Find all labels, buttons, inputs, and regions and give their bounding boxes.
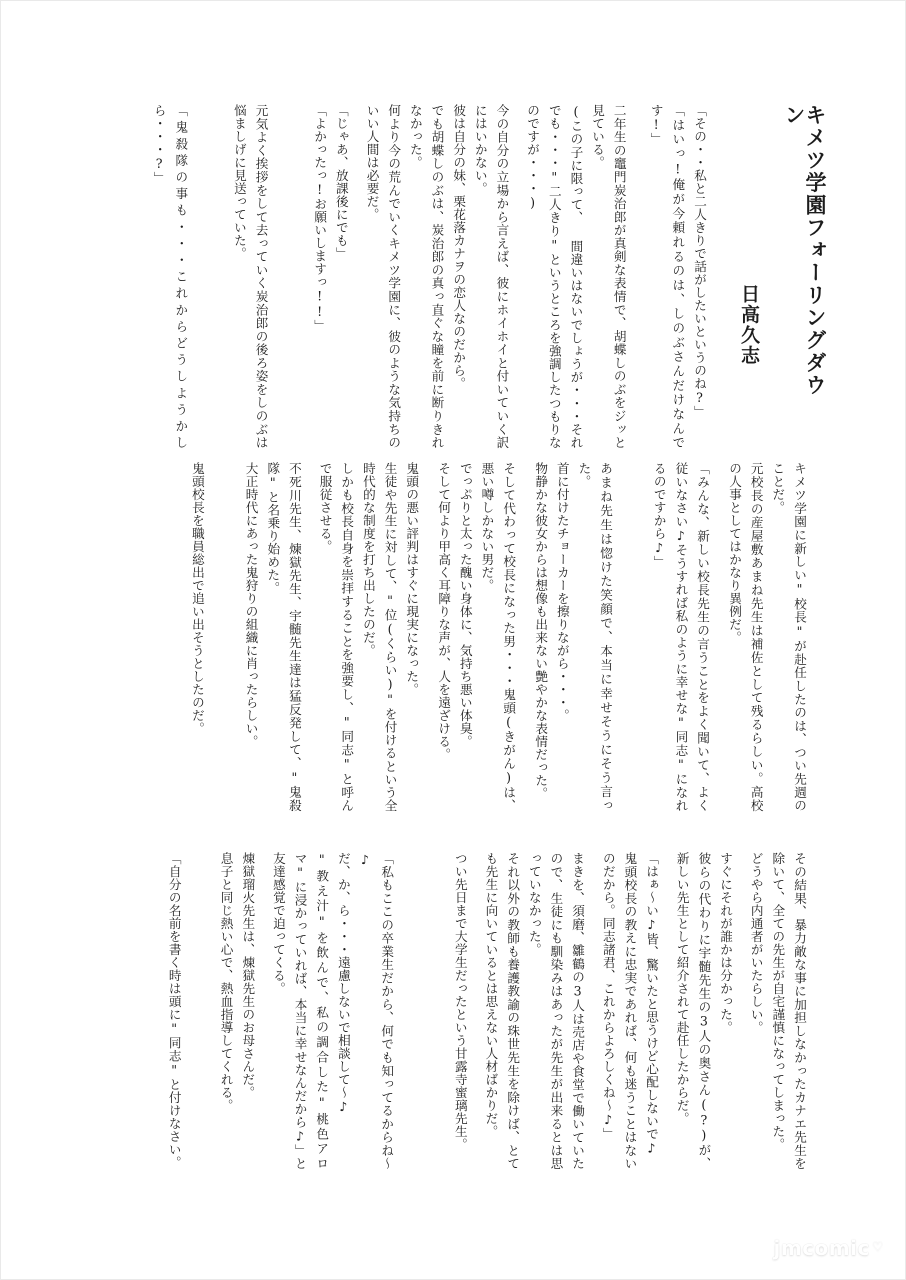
text-paragraph: そして代わって校長になった男・・・鬼頭(きがん)は、悪い噂しかない男だ。 (479, 462, 517, 812)
text-paragraph: 「その・・私と二人きりで話がしたいというのね?」 (692, 104, 707, 419)
text-paragraph: 物静かな彼女からは想像も出来ない艶やかな表情だった。 (533, 462, 549, 800)
text-paragraph: すぐにそれが誰かは分かった。 (718, 852, 734, 1034)
text-column (314, 462, 422, 812)
text-column (521, 104, 629, 449)
text-block-lower (120, 852, 810, 1170)
text-paragraph: "教え汁"を飲んで、私の調合した"桃色アロマ"に浸かっていれば、本当に幸せなんだから♪」と友達感覚で迫ってくる。 (270, 852, 330, 1170)
text-paragraph: 「みんな、新しい校長先生の言うことをよく聞いて、よく従いなさい♪そうすれば私のように幸せな"同志"になれるのですから♪」 (651, 462, 711, 812)
text-column (625, 462, 713, 812)
text-column (281, 104, 352, 449)
text-paragraph: 首に付けたチョーカーを擦りながら・・・。 (554, 462, 570, 722)
text-paragraph: しかも校長自身を崇拝することを強要し、"同志"と呼んで服従させる。 (317, 462, 355, 812)
text-column (120, 852, 185, 1170)
text-paragraph: それ以外の教師も養護教諭の珠世先生を除けば、とても先生に向いているとは思えない人材ばかりだ。 (483, 852, 521, 1170)
text-paragraph: 「私もここの卒業生だから、何でも知ってるからね～♪ (357, 852, 395, 1170)
text-paragraph: 息子と同じ熱い心で、熱血指導してくれる。 (218, 852, 234, 1112)
text-paragraph: 「よかったっ!お願いしますっ!!」 (312, 104, 328, 333)
watermark-label: jmcomic (773, 1236, 870, 1260)
text-paragraph: 「はぁ～い♪皆、驚いたと思うけど心配しないで♪ (644, 852, 660, 1156)
text-block-middle (120, 462, 810, 812)
text-paragraph: でっぷりと太った醜い身体に、気持ち悪い体臭。 (457, 462, 473, 748)
text-paragraph: つい先日まで大学生だったという甘露寺蜜璃先生。 (452, 852, 468, 1151)
text-paragraph: 鬼頭の悪い評判はすぐに現実になった。 (404, 462, 420, 696)
text-paragraph: 彼らの代わりに宇髄先生の3人の奥さん(?)が、新しい先生として紹介されて赴任したからだ。 (674, 852, 712, 1170)
text-paragraph: 今の自分の立場から言えば、彼にホイホイと付いていく訳にはいかない。 (472, 104, 510, 449)
author-name: 日高久志 (738, 284, 760, 366)
text-paragraph: どうやら内通者がいたらしい。 (748, 852, 764, 1034)
text-column (480, 852, 588, 1170)
text-column (194, 852, 259, 1170)
text-paragraph: 鬼頭校長を職員総出で追い出そうとしたのだ。 (189, 462, 205, 735)
text-paragraph: 「じゃあ、放課後にでも」 (333, 104, 349, 260)
heart-icon: ♡ (871, 1239, 884, 1255)
text-paragraph: 大正時代にあった鬼狩りの組織に肖ったらしい。 (243, 462, 259, 748)
text-column (267, 852, 397, 1170)
text-paragraph: まきを、須磨、雛鶴の3人は売店や食堂で働いていたので、生徒にも馴染みはあったが先生が出来るとは思っていなかった。 (526, 852, 586, 1170)
text-column (217, 462, 305, 812)
text-column (200, 104, 271, 449)
text-paragraph: 生徒や先生に対して、"位(くらい)"を付けるという全時代的な制度を打ち出したのだ。 (360, 462, 398, 812)
text-column (120, 462, 208, 812)
text-paragraph: 二年生の竈門炭治郎が真剣な表情で、胡蝶しのぶをジッと見ている。 (590, 104, 627, 449)
text-column (639, 104, 710, 449)
text-paragraph: 元気よく挨拶をして去っていく炭治郎の後ろ姿をしのぶは悩ましげに見送っていた。 (231, 104, 269, 449)
text-block-upper (120, 104, 710, 449)
site-watermark (774, 1236, 885, 1260)
text-paragraph: 「はいっ!俺が今頼れるのは、しのぶさんだけなんです!」 (648, 104, 686, 449)
text-column (120, 104, 191, 449)
text-paragraph: 元校長の産屋敷あまね先生は補佐として残るらしい。高校の人事としてはかなり異例だ。 (727, 462, 764, 812)
text-paragraph: 「鬼殺隊の事も・・・これからどうしようかしら・・・?」 (151, 104, 189, 449)
text-paragraph: 「自分の名前を書く時は頭に"同志"と付けなさい。 (166, 852, 182, 1169)
text-column (745, 852, 810, 1170)
text-column (406, 852, 471, 1170)
text-column (671, 852, 736, 1170)
text-paragraph: だ、か、ら・・・遠慮しないで相談して～♪ (335, 852, 351, 1115)
text-paragraph: キメツ学園に新しい"校長"が赴任したのは、つい先週のことだ。 (770, 462, 807, 812)
text-paragraph: その結果、暴力敵な事に加担しなかったカナエ先生を除いて、全ての先生が自宅謹慎になってしまった。 (770, 852, 807, 1170)
text-column (597, 852, 662, 1170)
text-paragraph: 不死川先生、煉獄先生、宇髄先生達は猛反発して、"鬼殺隊"と名乗り始めた。 (265, 462, 302, 812)
text-paragraph: あまね先生は惚けた笑顔で、本当に幸せそうにそう言った。 (576, 462, 614, 812)
text-paragraph: 煉獄瑠火先生は、煉獄先生のお母さんだ。 (240, 852, 256, 1099)
text-paragraph: (この子に限って、 間違いはないでしょうが・・・それでも・・・"二人きり"というところを強調したつもりなのですが・・・) (525, 104, 584, 449)
text-paragraph: そして何より甲高く耳障りな声が、人を遠ざける。 (436, 462, 452, 761)
text-column (722, 462, 810, 812)
page-title: キメツ学園フォーリングダウン (782, 104, 828, 397)
text-column (361, 104, 513, 449)
text-column (528, 462, 616, 812)
text-paragraph: 何より今の荒んでいくキメツ学園に、彼のような気持ちのいい人間は必要だ。 (364, 104, 402, 449)
text-column (431, 462, 519, 812)
text-paragraph: 彼は自分の妹、栗花落カナヲの恋人なのだから。 (451, 104, 467, 390)
text-paragraph: でも胡蝶しのぶは、炭治郎の真っ直ぐな瞳を前に断りきれなかった。 (407, 104, 445, 449)
title-block (739, 104, 826, 404)
text-paragraph: 鬼頭校長の教えに忠実であれば、何も迷うことはないのだから。同志諸君、これからよろしくね～♪」 (600, 852, 638, 1170)
